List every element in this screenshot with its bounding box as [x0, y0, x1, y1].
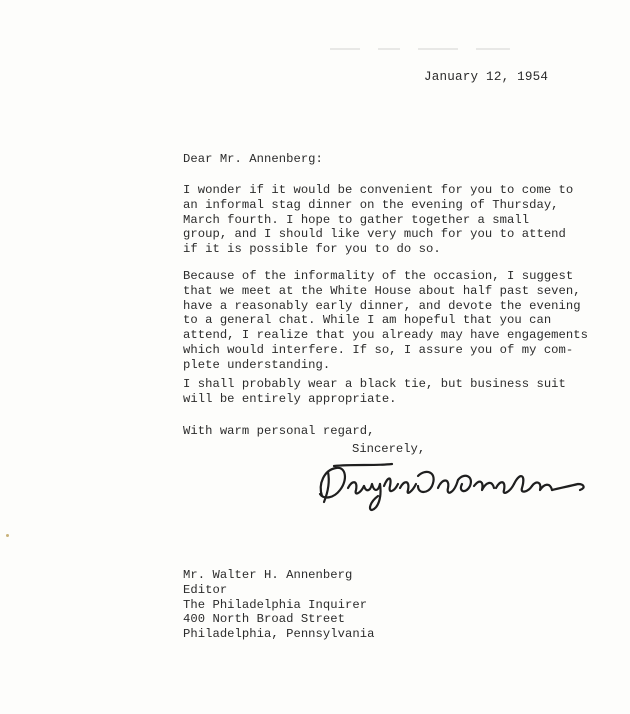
- handwritten-signature: [314, 458, 590, 514]
- paragraph-line: to a general chat. While I am hopeful that you can: [183, 313, 552, 328]
- paragraph-line: which would interfere. If so, I assure you of my com-: [183, 342, 574, 357]
- paragraph-line: group, and I should like very much for you to attend: [183, 227, 566, 242]
- letter-date: January 12, 1954: [424, 70, 549, 84]
- paragraph-line: March fourth. I hope to gather together a small: [183, 212, 530, 227]
- address-line: Philadelphia, Pennsylvania: [183, 627, 375, 642]
- paragraph-line: I shall probably wear a black tie, but business suit: [183, 377, 566, 391]
- paragraph-line: attend, I realize that you already may have engagements: [183, 328, 589, 343]
- paragraph-line: have a reasonably early dinner, and devote the evening: [183, 298, 581, 313]
- recipient-address: [183, 568, 374, 642]
- sign-off: Sincerely,: [352, 442, 426, 456]
- faded-letterhead: [330, 40, 590, 52]
- paragraph-line: plete understanding.: [183, 357, 331, 372]
- paragraph-line: will be entirely appropriate.: [183, 391, 397, 406]
- paragraph-line: I wonder if it would be convenient for you to come to: [183, 183, 574, 197]
- paragraph-line: Because of the informality of the occasion, I suggest: [183, 269, 574, 283]
- paper-speck: [6, 534, 9, 537]
- address-line: The Philadelphia Inquirer: [183, 597, 368, 612]
- salutation: Dear Mr. Annenberg:: [183, 152, 323, 166]
- paragraph-line: that we meet at the White House about half past seven,: [183, 283, 581, 298]
- paragraph-3: [183, 377, 566, 407]
- paragraph-1: [183, 183, 573, 257]
- paragraph-line: an informal stag dinner on the evening of Thursday,: [183, 197, 559, 212]
- address-line: Editor: [183, 582, 228, 597]
- address-line: Mr. Walter H. Annenberg: [183, 568, 353, 582]
- address-line: 400 North Broad Street: [183, 612, 346, 627]
- paragraph-line: if it is possible for you to do so.: [183, 242, 441, 257]
- paragraph-2: [183, 269, 588, 373]
- closing: With warm personal regard,: [183, 424, 375, 438]
